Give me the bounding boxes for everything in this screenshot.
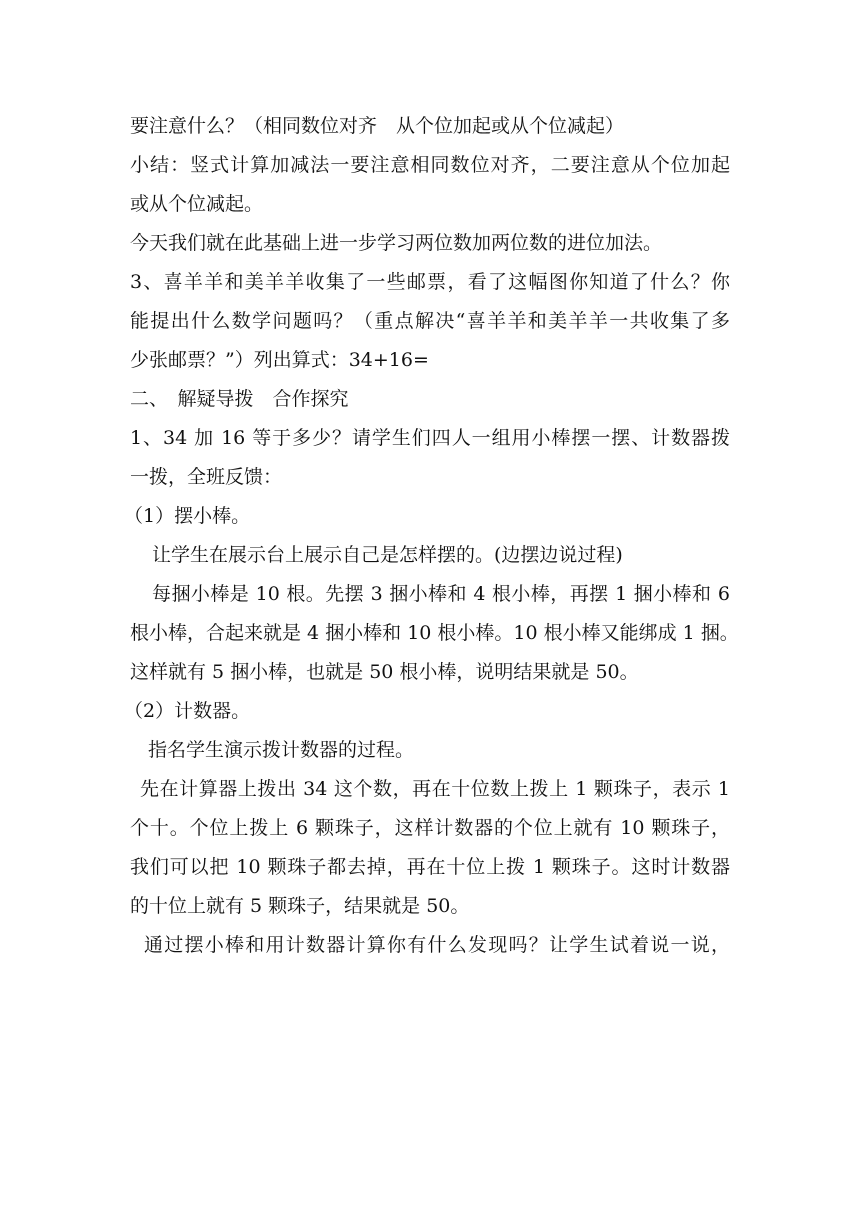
text-line: 今天我们就在此基础上进一步学习两位数加两位数的进位加法。 — [130, 232, 663, 254]
section-heading: 二、 解疑导拨 合作探究 — [130, 388, 349, 410]
text-line: 3、喜羊羊和美羊羊收集了一些邮票，看了这幅图你知道了什么？你 — [130, 271, 730, 293]
text-line: 少张邮票？”）列出算式：34+16= — [130, 349, 429, 371]
text-line: 这样就有 5 捆小棒，也就是 50 根小棒，说明结果就是 50。 — [130, 661, 639, 683]
text-line: 要注意什么？（相同数位对齐 从个位加起或从个位减起） — [130, 115, 625, 137]
text-line: 一拨，全班反馈： — [130, 466, 283, 488]
text-line: 我们可以把 10 颗珠子都去掉，再在十位上拨 1 颗珠子。这时计数器 — [130, 856, 730, 878]
subsection-heading: （1）摆小棒。 — [124, 505, 251, 527]
text-line: 个十。个位上拨上 6 颗珠子，这样计数器的个位上就有 10 颗珠子， — [130, 817, 730, 839]
document-page — [124, 107, 739, 965]
text-line: 每捆小棒是 10 根。先摆 3 捆小棒和 4 根小棒，再摆 1 捆小棒和 6 — [152, 583, 730, 605]
text-line: 根小棒，合起来就是 4 捆小棒和 10 根小棒。10 根小棒又能绑成 1 捆。 — [130, 622, 739, 644]
text-line: 小结：竖式计算加减法一要注意相同数位对齐，二要注意从个位加起 — [130, 154, 730, 176]
text-line: 1、34 加 16 等于多少？请学生们四人一组用小棒摆一摆、计数器拨 — [130, 427, 730, 449]
text-line: 能提出什么数学问题吗？（重点解决“喜羊羊和美羊羊一共收集了多 — [130, 310, 730, 332]
text-line: 的十位上就有 5 颗珠子，结果就是 50。 — [130, 895, 470, 917]
text-line: 通过摆小棒和用计数器计算你有什么发现吗？让学生试着说一说， — [144, 934, 730, 956]
subsection-heading: （2）计数器。 — [124, 700, 251, 722]
text-line: 先在计算器上拨出 34 这个数，再在十位数上拨上 1 颗珠子，表示 1 — [140, 778, 730, 800]
text-line: 指名学生演示拨计数器的过程。 — [148, 739, 415, 761]
text-line: 让学生在展示台上展示自己是怎样摆的。(边摆边说过程) — [152, 544, 623, 566]
text-line: 或从个位减起。 — [130, 193, 264, 215]
